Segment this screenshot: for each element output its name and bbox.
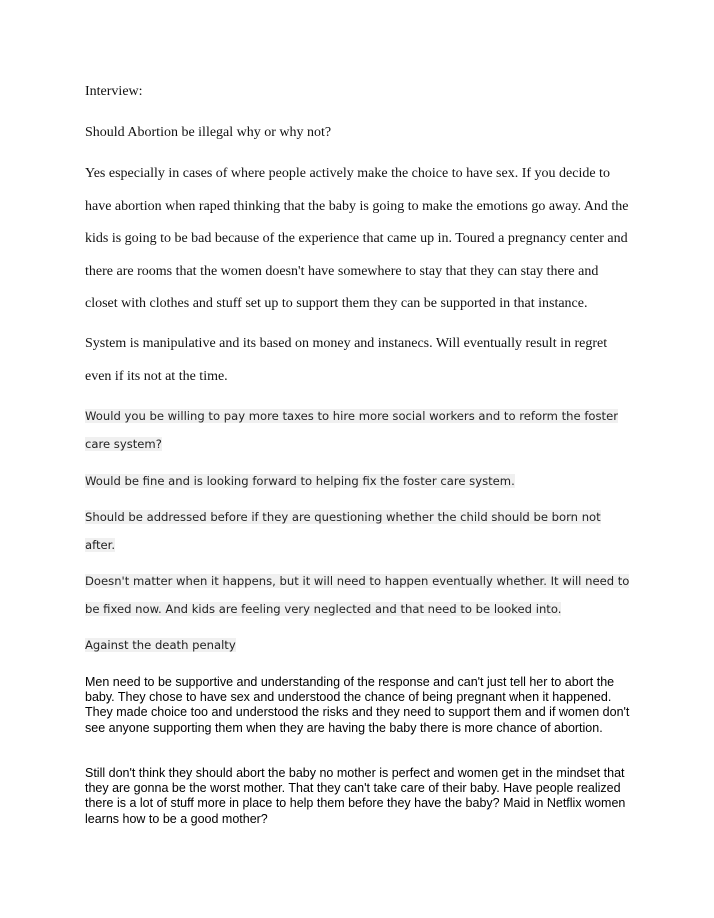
paragraph-still-dont-think: Still don't think they should abort the baby no mother is perfect and women get in the mindset that they are gonna be the worst mother. That they can't take care of their baby. Have people realized there is a lot of stuff more in place to help them before they have the baby? Maid in Netflix women learns how to be a good mother? [85,766,626,826]
highlighted-doesnt-matter [85,568,633,623]
highlighted-text: Would be fine and is looking forward to helping fix the foster care system. [85,474,515,488]
answer-paragraph-1: Yes especially in cases of where people actively make the choice to have sex. If you decide to have abortion when raped thinking that the baby is going to make the emotions go away. And the kids is going to be bad because of the experience that came up in. Toured a pregnancy center and there are rooms that the women doesn't have somewhere to stay that they can stay there and closet with clothes and stuff set up to support them they can be supported in that instance. [85,166,629,311]
question-text: Should Abortion be illegal why or why not? [85,125,332,140]
paragraph-men-supportive: Men need to be supportive and understanding of the response and can't just tell her to abort the baby. They chose to have sex and understood the chance of being pregnant when it happened. They made choice too and understood the risks and they need to support them and if women don't see anyone supporting them when they are having the baby there is more chance of abortion. [85,675,630,735]
highlighted-text: Against the death penalty [85,638,236,652]
highlighted-addressed-before [85,504,633,559]
highlighted-text: Would you be willing to pay more taxes to hire more social workers and to reform the foster care system? [85,409,618,451]
highlighted-text: Should be addressed before if they are questioning whether the child should be born not after. [85,510,601,552]
highlighted-answer-foster-care [85,468,633,496]
answer-paragraph-2: System is manipulative and its based on money and instanecs. Will eventually result in regret even if its not at the time. [85,336,608,384]
highlighted-question-taxes [85,403,633,458]
highlighted-death-penalty [85,632,633,660]
highlighted-text: Doesn't matter when it happens, but it will need to happen eventually whether. It will need to be fixed now. And kids are feeling very neglected and that need to be looked into. [85,574,630,616]
interview-heading: Interview: [85,84,143,99]
